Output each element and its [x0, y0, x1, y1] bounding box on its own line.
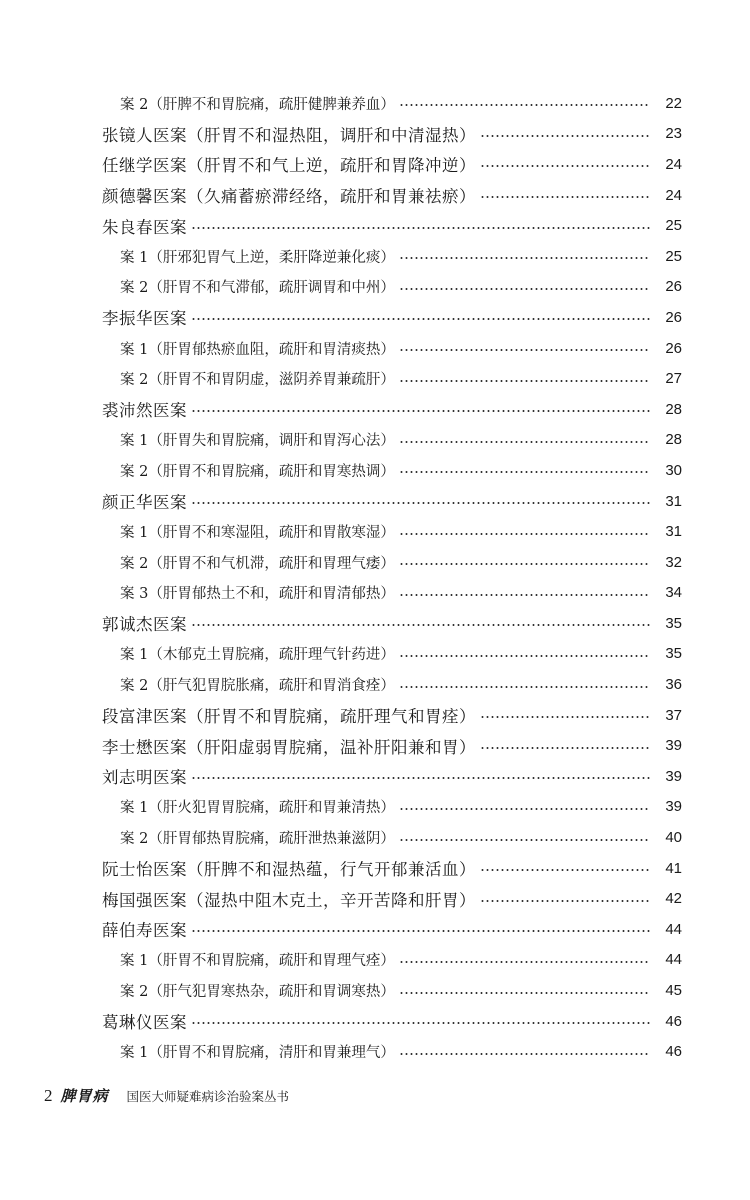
- toc-entry-case[interactable]: [0, 272, 750, 303]
- toc-entry-page-number: 26: [665, 339, 682, 357]
- toc-entry-page-number: 32: [665, 553, 682, 571]
- toc-dot-leader: [191, 624, 650, 626]
- toc-entry-title: 案 1（肝胃不和胃脘痛，疏肝和胃理气痊）: [120, 953, 395, 970]
- toc-entry-page-number: 39: [665, 767, 682, 785]
- toc-leader-container: [476, 714, 654, 716]
- toc-entry-title: 案 1（肝胃郁热瘀血阻，疏肝和胃清痰热）: [120, 341, 395, 358]
- toc-leader-container: [476, 867, 654, 869]
- toc-entry-title: 颜正华医案: [102, 493, 187, 513]
- footer-page-number: 2: [44, 1086, 53, 1105]
- toc-entry-heading[interactable]: [0, 700, 750, 731]
- toc-leader-container: [395, 561, 654, 563]
- toc-leader-container: [395, 439, 654, 441]
- toc-leader-container: [395, 347, 654, 349]
- toc-entry-page-number: 35: [665, 645, 682, 663]
- toc-entry-title: 任继学医案（肝胃不和气上逆，疏肝和胃降冲逆）: [102, 156, 476, 176]
- toc-entry-heading[interactable]: [0, 394, 750, 425]
- toc-leader-container: [476, 745, 654, 747]
- toc-entry-case[interactable]: [0, 578, 750, 609]
- toc-dot-leader: [191, 930, 650, 932]
- toc-entry-heading[interactable]: [0, 883, 750, 914]
- toc-dot-leader: [399, 349, 650, 351]
- toc-entry-title: 梅国强医案（湿热中阻木克土，辛开苦降和肝胃）: [102, 890, 476, 910]
- toc-dot-leader: [480, 869, 650, 871]
- toc-entry-title: 案 2（肝胃不和气机滞，疏肝和胃理气痿）: [120, 555, 395, 572]
- toc-entry-heading[interactable]: [0, 761, 750, 792]
- toc-entry-page-number: 36: [665, 676, 682, 694]
- toc-leader-container: [395, 531, 654, 533]
- toc-leader-container: [395, 286, 654, 288]
- toc-leader-container: [395, 469, 654, 471]
- toc-entry-case[interactable]: [0, 425, 750, 456]
- toc-entry-page-number: 39: [665, 798, 682, 816]
- toc-leader-container: [476, 194, 654, 196]
- toc-entry-title: 案 3（肝胃郁热土不和，疏肝和胃清郁热）: [120, 586, 395, 603]
- toc-entry-page-number: 46: [665, 1043, 682, 1061]
- toc-entry-case[interactable]: [0, 333, 750, 364]
- toc-dot-leader: [191, 502, 650, 504]
- toc-dot-leader: [399, 441, 650, 443]
- toc-entry-case[interactable]: [0, 822, 750, 853]
- toc-entry-title: 颜德馨医案（久痛蓄瘀滞经络，疏肝和胃兼祛瘀）: [102, 187, 476, 207]
- toc-entry-title: 张镜人医案（肝胃不和湿热阻，调肝和中清湿热）: [102, 125, 476, 145]
- footer-book-title: 脾胃病: [60, 1087, 109, 1105]
- toc-entry-title: 案 2（肝脾不和胃脘痛，疏肝健脾兼养血）: [120, 96, 395, 113]
- toc-leader-container: [395, 378, 654, 380]
- footer-series-title: 国医大师疑难病诊治验案丛书: [126, 1089, 290, 1104]
- toc-entry-title: 案 2（肝气犯胃脘胀痛，疏肝和胃消食痊）: [120, 678, 395, 695]
- toc-dot-leader: [191, 1022, 650, 1024]
- toc-dot-leader: [399, 839, 650, 841]
- toc-entry-title: 李振华医案: [102, 309, 187, 329]
- toc-entry-page-number: 22: [665, 94, 682, 112]
- toc-entry-title: 案 2（肝胃不和气滞郁，疏肝调胃和中州）: [120, 280, 395, 297]
- toc-dot-leader: [399, 961, 650, 963]
- table-of-contents: [0, 88, 750, 1067]
- toc-entry-heading[interactable]: [0, 180, 750, 211]
- toc-dot-leader: [480, 135, 650, 137]
- toc-entry-case[interactable]: [0, 669, 750, 700]
- toc-entry-page-number: 41: [665, 859, 682, 877]
- toc-dot-leader: [399, 288, 650, 290]
- toc-entry-page-number: 25: [665, 217, 682, 235]
- toc-entry-case[interactable]: [0, 455, 750, 486]
- toc-dot-leader: [399, 533, 650, 535]
- toc-dot-leader: [399, 471, 650, 473]
- toc-entry-title: 阮士怡医案（肝脾不和湿热蕴，行气开郁兼活血）: [102, 860, 476, 880]
- toc-entry-page-number: 30: [665, 461, 682, 479]
- toc-entry-case[interactable]: [0, 639, 750, 670]
- toc-entry-page-number: 28: [665, 400, 682, 418]
- toc-leader-container: [395, 990, 654, 992]
- toc-leader-container: [187, 928, 654, 930]
- toc-entry-title: 案 2（肝胃郁热胃脘痛，疏肝泄热兼滋阴）: [120, 831, 395, 848]
- toc-entry-heading[interactable]: [0, 914, 750, 945]
- toc-entry-title: 案 2（肝胃不和胃脘痛，疏肝和胃寒热调）: [120, 463, 395, 480]
- toc-entry-title: 案 2（肝气犯胃寒热杂，疏肝和胃调寒热）: [120, 984, 395, 1001]
- toc-entry-page-number: 40: [665, 829, 682, 847]
- toc-entry-page-number: 42: [665, 890, 682, 908]
- toc-dot-leader: [399, 655, 650, 657]
- toc-dot-leader: [191, 318, 650, 320]
- toc-entry-case[interactable]: [0, 945, 750, 976]
- toc-leader-container: [187, 316, 654, 318]
- toc-entry-heading[interactable]: [0, 302, 750, 333]
- toc-entry-heading[interactable]: [0, 486, 750, 517]
- toc-leader-container: [395, 837, 654, 839]
- toc-entry-heading[interactable]: [0, 608, 750, 639]
- toc-entry-heading[interactable]: [0, 149, 750, 180]
- toc-entry-page-number: 23: [665, 125, 682, 143]
- toc-dot-leader: [480, 716, 650, 718]
- toc-entry-page-number: 27: [665, 370, 682, 388]
- toc-dot-leader: [399, 1053, 650, 1055]
- toc-dot-leader: [399, 104, 650, 106]
- toc-dot-leader: [399, 808, 650, 810]
- toc-entry-title: 案 1（木郁克土胃脘痛，疏肝理气针药进）: [120, 647, 395, 664]
- toc-entry-title: 裘沛然医案: [102, 401, 187, 421]
- toc-entry-case[interactable]: [0, 1036, 750, 1067]
- toc-leader-container: [476, 898, 654, 900]
- toc-entry-page-number: 45: [665, 982, 682, 1000]
- toc-entry-case[interactable]: [0, 547, 750, 578]
- toc-dot-leader: [480, 196, 650, 198]
- toc-entry-title: 李士懋医案（肝阳虚弱胃脘痛，温补肝阳兼和胃）: [102, 737, 476, 757]
- toc-entry-page-number: 34: [665, 584, 682, 602]
- toc-dot-leader: [191, 227, 650, 229]
- toc-leader-container: [187, 500, 654, 502]
- toc-entry-page-number: 26: [665, 308, 682, 326]
- toc-dot-leader: [399, 563, 650, 565]
- toc-dot-leader: [191, 777, 650, 779]
- toc-entry-title: 案 1（肝胃不和寒湿阻，疏肝和胃散寒湿）: [120, 525, 395, 542]
- toc-entry-page-number: 39: [665, 737, 682, 755]
- toc-leader-container: [395, 959, 654, 961]
- toc-leader-container: [395, 102, 654, 104]
- toc-entry-page-number: 44: [665, 920, 682, 938]
- toc-entry-page-number: 35: [665, 614, 682, 632]
- toc-entry-case[interactable]: [0, 88, 750, 119]
- toc-entry-heading[interactable]: [0, 730, 750, 761]
- toc-dot-leader: [399, 594, 650, 596]
- toc-entry-case[interactable]: [0, 792, 750, 823]
- toc-leader-container: [476, 163, 654, 165]
- toc-entry-title: 案 1（肝火犯胃胃脘痛，疏肝和胃兼清热）: [120, 800, 395, 817]
- toc-entry-page-number: 31: [665, 523, 682, 541]
- toc-leader-container: [187, 622, 654, 624]
- toc-entry-title: 朱良春医案: [102, 217, 187, 237]
- toc-entry-title: 郭诚杰医案: [102, 615, 187, 635]
- toc-entry-title: 葛琳仪医案: [102, 1013, 187, 1033]
- toc-dot-leader: [399, 992, 650, 994]
- toc-entry-page-number: 37: [665, 706, 682, 724]
- toc-leader-container: [187, 1020, 654, 1022]
- toc-entry-page-number: 26: [665, 278, 682, 296]
- toc-leader-container: [395, 653, 654, 655]
- toc-leader-container: [395, 684, 654, 686]
- toc-dot-leader: [480, 165, 650, 167]
- toc-entry-title: 案 1（肝胃失和胃脘痛，调肝和胃泻心法）: [120, 433, 395, 450]
- toc-entry-heading[interactable]: [0, 210, 750, 241]
- toc-entry-page-number: 25: [665, 247, 682, 265]
- toc-dot-leader: [191, 410, 650, 412]
- toc-entry-page-number: 31: [665, 492, 682, 510]
- toc-entry-page-number: 24: [665, 186, 682, 204]
- toc-entry-title: 段富津医案（肝胃不和胃脘痛，疏肝理气和胃痊）: [102, 707, 476, 727]
- toc-entry-title: 案 1（肝胃不和胃脘痛，清肝和胃兼理气）: [120, 1045, 395, 1062]
- toc-entry-title: 刘志明医案: [102, 768, 187, 788]
- toc-entry-case[interactable]: [0, 975, 750, 1006]
- toc-leader-container: [395, 255, 654, 257]
- toc-dot-leader: [399, 257, 650, 259]
- toc-entry-title: 薛伯寿医案: [102, 921, 187, 941]
- toc-entry-page-number: 46: [665, 1012, 682, 1030]
- toc-entry-case[interactable]: [0, 363, 750, 394]
- toc-leader-container: [395, 592, 654, 594]
- toc-leader-container: [187, 775, 654, 777]
- toc-entry-page-number: 28: [665, 431, 682, 449]
- toc-leader-container: [395, 806, 654, 808]
- toc-entry-case[interactable]: [0, 241, 750, 272]
- toc-entry-page-number: 44: [665, 951, 682, 969]
- toc-leader-container: [187, 225, 654, 227]
- toc-entry-heading[interactable]: [0, 1006, 750, 1037]
- toc-leader-container: [395, 1051, 654, 1053]
- page-footer: [44, 1085, 289, 1106]
- toc-entry-title: 案 1（肝邪犯胃气上逆，柔肝降逆兼化痰）: [120, 249, 395, 266]
- toc-entry-page-number: 24: [665, 155, 682, 173]
- toc-entry-case[interactable]: [0, 516, 750, 547]
- toc-dot-leader: [399, 686, 650, 688]
- toc-leader-container: [187, 408, 654, 410]
- toc-dot-leader: [399, 380, 650, 382]
- toc-dot-leader: [480, 747, 650, 749]
- toc-leader-container: [476, 133, 654, 135]
- toc-dot-leader: [480, 900, 650, 902]
- toc-entry-heading[interactable]: [0, 853, 750, 884]
- toc-entry-title: 案 2（肝胃不和胃阴虚，滋阴养胃兼疏肝）: [120, 372, 395, 389]
- toc-entry-heading[interactable]: [0, 119, 750, 150]
